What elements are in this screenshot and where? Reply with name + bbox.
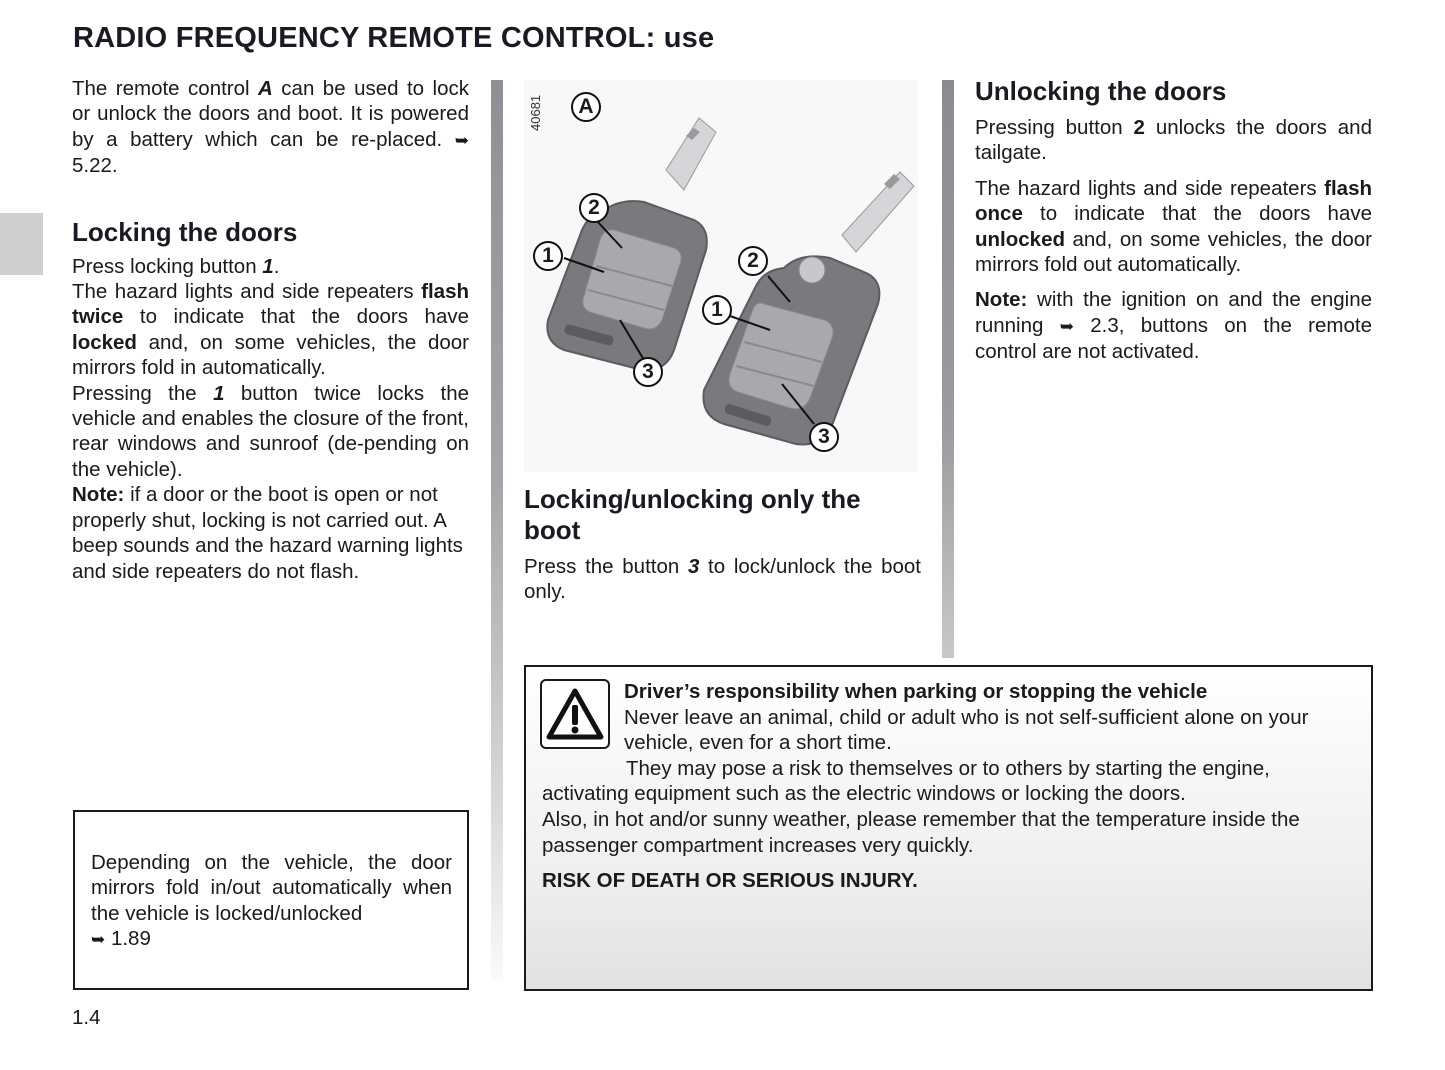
text: button twice locks the vehicle and enables the closure of the front, rear windows and sunroof (de-pending on the vehicle). bbox=[72, 381, 470, 481]
note-label: Note: bbox=[975, 288, 1028, 312]
info-text: Depending on the vehicle, the door mirrors fold in/out automatically when the vehicle is locked/unlocked bbox=[91, 851, 452, 925]
warning-box bbox=[524, 665, 1373, 991]
info-box bbox=[73, 810, 469, 990]
text: to lock/unlock the boot only. bbox=[524, 555, 921, 604]
emphasis-flash-twice: flash twice bbox=[72, 280, 469, 329]
locking-step-end: . bbox=[273, 254, 280, 278]
unlocking-step bbox=[975, 115, 1372, 166]
text: The hazard lights and side repeaters bbox=[975, 176, 1325, 200]
note-label: Note: bbox=[72, 483, 125, 507]
warning-risk: RISK OF DEATH OR SERIOUS INJURY. bbox=[542, 869, 918, 893]
callout-3: 3 bbox=[809, 422, 839, 452]
figure-code: 40681 bbox=[528, 94, 543, 131]
unlocking-hazard-paragraph bbox=[975, 176, 1372, 278]
locking-note bbox=[72, 482, 469, 584]
locking-twice-paragraph bbox=[72, 381, 469, 483]
emphasis-flash-once: flash once bbox=[975, 176, 1372, 226]
reference-arrow-icon: ➥ bbox=[454, 130, 469, 150]
boot-heading: Locking/unlocking only the boot bbox=[524, 484, 861, 545]
button-number: 2 bbox=[1133, 116, 1145, 139]
unlocking-heading: Unlocking the doors bbox=[975, 76, 1227, 106]
button-number: 3 bbox=[687, 555, 700, 578]
locking-step-text: Press locking button bbox=[72, 254, 263, 278]
chapter-thumb-tab bbox=[0, 213, 43, 275]
callout-a: A bbox=[571, 92, 601, 122]
page-number: 1.4 bbox=[72, 1006, 101, 1029]
warning-paragraph-1: Never leave an animal, child or adult who is not self-sufficient alone on your vehicle, even for a short time. bbox=[624, 705, 1309, 755]
text: to indicate that the doors have bbox=[123, 305, 469, 329]
intro-text: The remote control bbox=[72, 77, 259, 100]
warning-title: Driver’s responsibility when parking or stopping the vehicle bbox=[624, 680, 1208, 703]
column-divider-bar bbox=[942, 80, 954, 658]
emphasis-locked: locked bbox=[72, 330, 137, 354]
callout-3: 3 bbox=[633, 357, 663, 387]
text: with the ignition on and the engine running bbox=[975, 288, 1372, 337]
locking-heading: Locking the doors bbox=[72, 216, 298, 247]
intro-text-2: can be used to lock or unlock the doors and boot. It is powered by a battery which can be re-placed. bbox=[72, 77, 469, 151]
callout-1: 1 bbox=[702, 295, 732, 325]
text: Pressing the bbox=[72, 381, 214, 405]
right-column bbox=[975, 76, 1372, 365]
text: Press the button bbox=[524, 555, 688, 578]
text: The hazard lights and side repeaters bbox=[72, 280, 422, 304]
locking-step bbox=[72, 254, 469, 279]
remote-label-a: A bbox=[258, 77, 273, 100]
warning-triangle-icon bbox=[540, 679, 610, 749]
page-reference-link[interactable]: 1.89 bbox=[105, 927, 151, 951]
text: to indicate that the doors have bbox=[1022, 202, 1372, 226]
page-title: RADIO FREQUENCY REMOTE CONTROL: use bbox=[73, 22, 715, 54]
remote-control-illustration bbox=[524, 80, 918, 472]
warning-paragraph-3: Also, in hot and/or sunny weather, please remember that the temperature inside the passenger compartment increases very quickly. bbox=[542, 807, 1300, 857]
emphasis-unlocked: unlocked bbox=[975, 227, 1065, 251]
left-column bbox=[72, 76, 469, 584]
locking-hazard-paragraph bbox=[72, 279, 469, 381]
unlocking-note bbox=[975, 287, 1372, 364]
page-reference-link[interactable]: 5.22. bbox=[72, 154, 118, 178]
text: Pressing button bbox=[975, 116, 1134, 139]
text: and, on some vehicles, the door mirrors fold out automatically. bbox=[975, 227, 1372, 277]
warning-paragraph-2: They may pose a risk to themselves or to others by starting the engine, activating equipment such as the electric windows or locking the doors. bbox=[542, 756, 1270, 806]
text: unlocks the doors and tailgate. bbox=[975, 116, 1372, 165]
boot-paragraph bbox=[524, 554, 921, 605]
reference-arrow-icon: ➥ bbox=[91, 930, 106, 950]
callout-2: 2 bbox=[738, 246, 768, 276]
column-divider-bar bbox=[491, 80, 503, 980]
key-fob-icon bbox=[524, 80, 918, 472]
middle-column bbox=[524, 484, 921, 605]
callout-2: 2 bbox=[579, 193, 609, 223]
callout-1: 1 bbox=[533, 241, 563, 271]
info-reference bbox=[91, 926, 452, 952]
intro-paragraph bbox=[72, 76, 469, 179]
page-reference-link[interactable]: 2.3, buttons on the remote control are not activated. bbox=[975, 313, 1372, 364]
note-text: if a door or the boot is open or not properly shut, locking is not carried out. A beep sounds and the hazard warning lights and side repeaters do not flash. bbox=[72, 483, 463, 583]
text: and, on some vehicles, the door mirrors fold in automatically. bbox=[72, 330, 469, 380]
button-number: 1 bbox=[213, 381, 225, 405]
button-number: 1 bbox=[262, 254, 274, 278]
reference-arrow-icon: ➥ bbox=[1059, 316, 1074, 336]
